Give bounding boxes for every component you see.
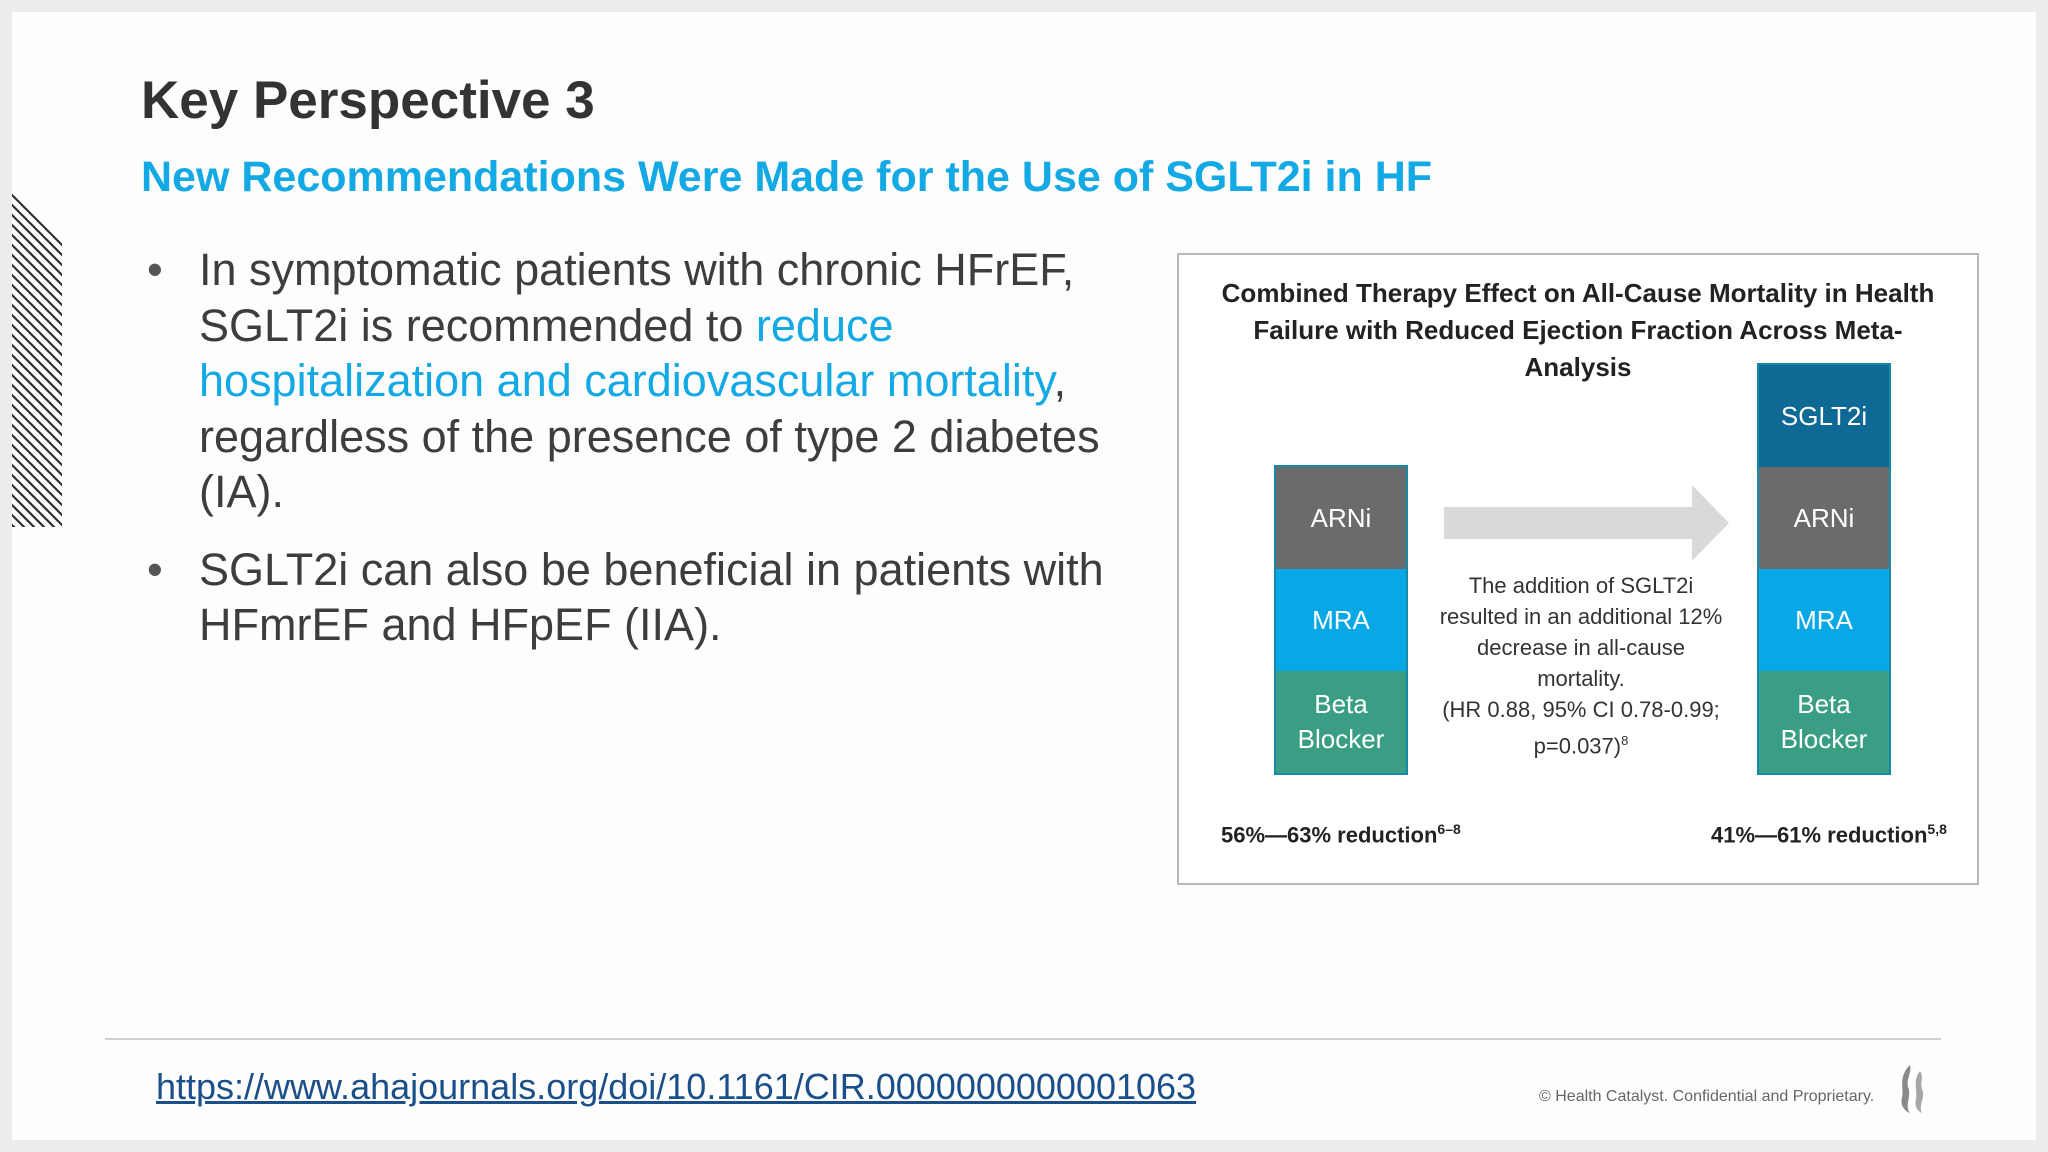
- bullet-highlight: reduce hospitalization and cardiovascular mortality: [199, 299, 1054, 406]
- left-segment-beta-blocker: Beta Blocker: [1276, 671, 1406, 773]
- figure-title-text: Combined Therapy Effect on All-Cause Mortality in Health Failure with Reduced Ejection Fraction Across Meta-Analysis: [1221, 278, 1935, 382]
- effect-line: resulted in an additional 12%: [1439, 604, 1723, 629]
- right-reduction-label: [1711, 821, 1947, 848]
- p-value-text: p=0.037): [1533, 733, 1622, 759]
- bullet-icon: •: [147, 543, 163, 595]
- effect-stats: (HR 0.88, 95% CI 0.78-0.99;: [1442, 697, 1720, 722]
- footer-divider: [105, 1038, 1941, 1040]
- left-segment-arni: ARNi: [1276, 467, 1406, 569]
- effect-p-value: [1411, 725, 1751, 761]
- bullet-text: In symptomatic patients with chronic HFrEF, SGLT2i is recommended to: [199, 244, 1075, 351]
- effect-line: The addition of SGLT2i: [1468, 573, 1694, 598]
- health-catalyst-flame-icon: [1894, 1063, 1930, 1115]
- right-reduction-text: 41%—61% reduction: [1711, 822, 1928, 848]
- right-segment-sglt2i: SGLT2i: [1759, 365, 1889, 467]
- reference-link[interactable]: https://www.ahajournals.org/doi/10.1161/CIR.0000000000001063: [156, 1066, 1197, 1107]
- bullet-item-1: [141, 242, 1151, 520]
- slide: [12, 12, 2036, 1140]
- effect-description: [1411, 570, 1751, 761]
- effect-reference: 8: [1621, 733, 1629, 748]
- left-segment-mra: MRA: [1276, 569, 1406, 671]
- bullet-list: [141, 242, 1151, 675]
- diagonal-stripes-decoration: [12, 145, 62, 527]
- therapy-figure: [1177, 253, 1979, 885]
- bullet-text: SGLT2i can also be beneficial in patients with HFmrEF and HFpEF (IIA).: [199, 543, 1104, 650]
- effect-line: mortality.: [1537, 666, 1625, 691]
- left-reduction-label: [1221, 821, 1461, 848]
- copyright-text: © Health Catalyst. Confidential and Proprietary.: [1539, 1088, 1875, 1105]
- left-reduction-ref: 6–8: [1437, 821, 1461, 837]
- right-segment-arni: ARNi: [1759, 467, 1889, 569]
- right-reduction-ref: 5,8: [1927, 821, 1947, 837]
- right-segment-mra: MRA: [1759, 569, 1889, 671]
- left-reduction-text: 56%—63% reduction: [1221, 822, 1438, 848]
- slide-subtitle: New Recommendations Were Made for the Use of SGLT2i in HF: [141, 153, 1433, 201]
- right-arrow-icon: [1444, 485, 1729, 561]
- bullet-icon: •: [147, 244, 163, 295]
- bullet-text-end: , regardless of the presence of type 2 diabetes (IA).: [199, 355, 1100, 517]
- right-segment-beta-blocker: Beta Blocker: [1759, 671, 1889, 773]
- effect-line: decrease in all-cause: [1477, 635, 1685, 660]
- bullet-item-2: [141, 542, 1151, 653]
- slide-title: Key Perspective 3: [141, 71, 595, 130]
